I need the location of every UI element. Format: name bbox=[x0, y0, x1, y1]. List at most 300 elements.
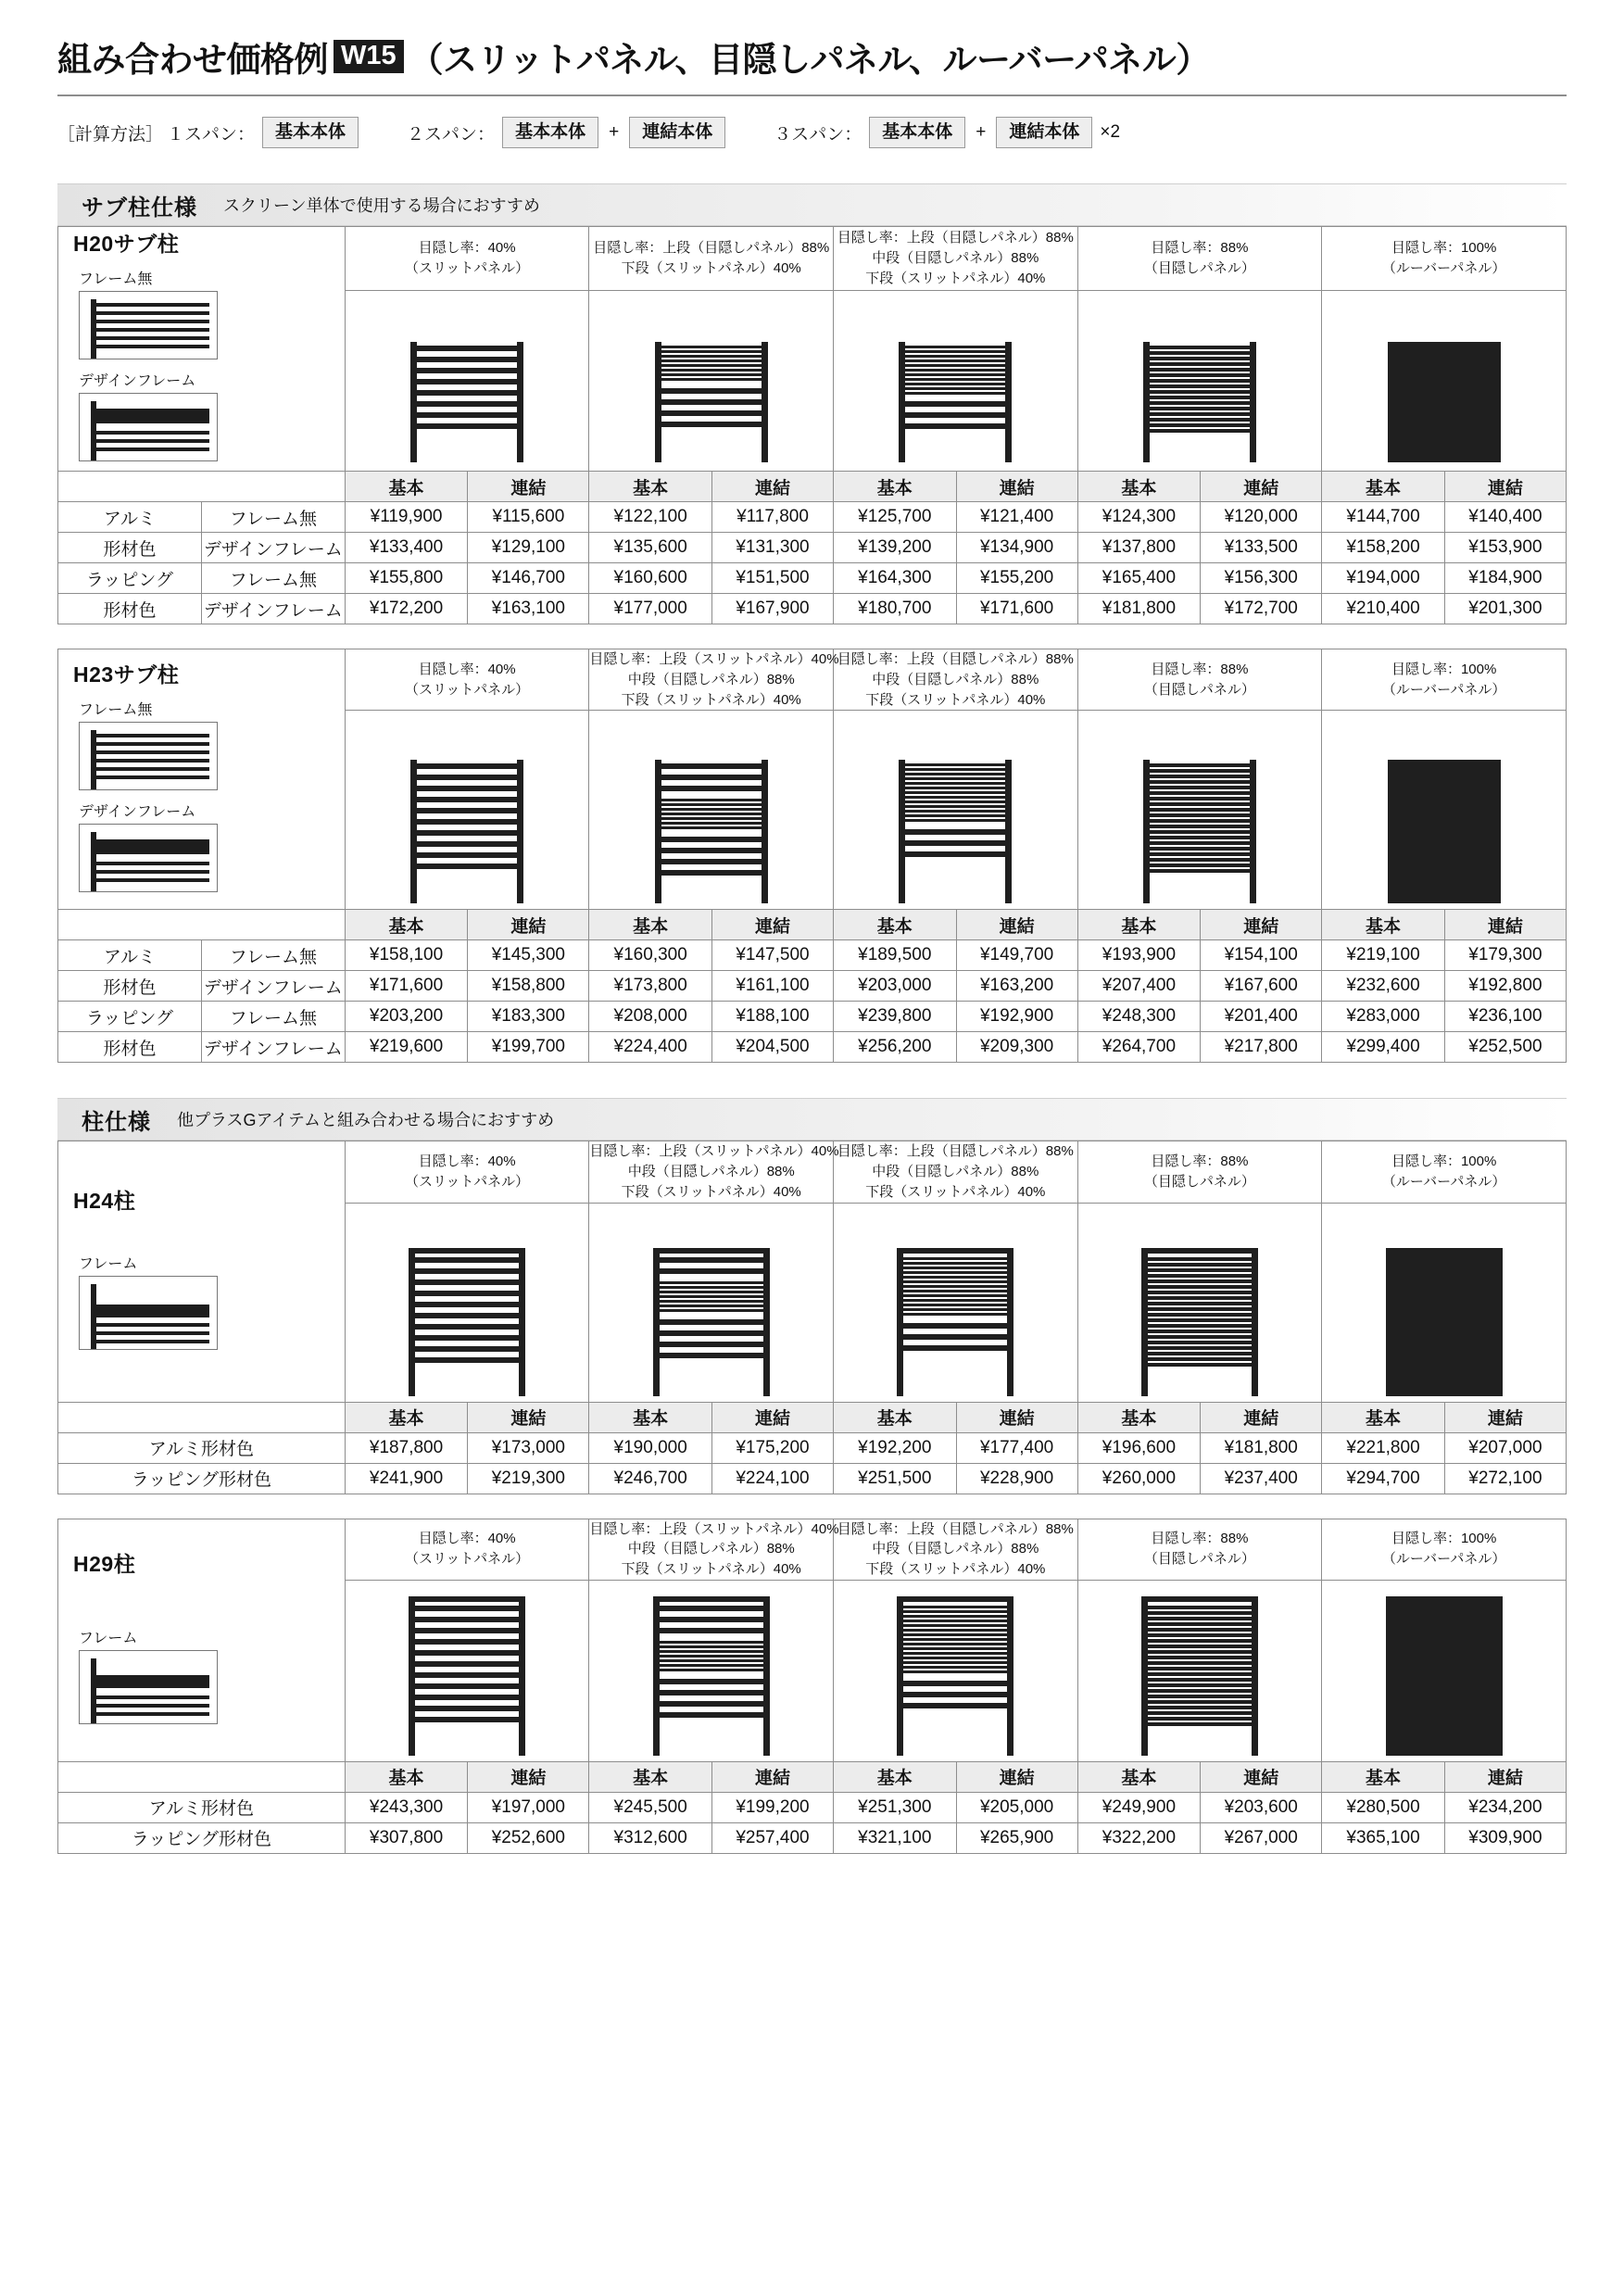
price-cell: ¥151,500 bbox=[711, 563, 833, 594]
frame-bar bbox=[94, 409, 209, 423]
price-cell: ¥149,700 bbox=[956, 940, 1077, 971]
calculation-method-row bbox=[57, 117, 1567, 148]
price-cell: ¥199,200 bbox=[711, 1792, 833, 1822]
price-cell: ¥251,300 bbox=[834, 1792, 957, 1822]
span2-label: ２スパン： bbox=[407, 124, 496, 145]
subheader-row bbox=[58, 910, 1567, 940]
table-row bbox=[58, 1463, 1567, 1494]
panel-image-1 bbox=[345, 1580, 589, 1761]
row-label-material: アルミ形材色 bbox=[58, 1432, 346, 1463]
section-subtitle: 他プラスGアイテムと組み合わせる場合におすすめ bbox=[177, 1111, 555, 1130]
subheader-cell: 基本 bbox=[345, 910, 468, 940]
table-row bbox=[58, 1432, 1567, 1463]
price-block-h23 bbox=[57, 649, 1567, 1063]
price-cell: ¥203,000 bbox=[834, 971, 957, 1002]
price-cell: ¥208,000 bbox=[589, 1002, 712, 1032]
spec-line: 目隠し率：上段（スリットパネル）40% bbox=[589, 651, 839, 667]
thumbnail-design-frame bbox=[79, 824, 218, 892]
price-cell: ¥192,800 bbox=[1444, 971, 1566, 1002]
table-row bbox=[58, 1002, 1567, 1032]
price-cell: ¥272,100 bbox=[1444, 1463, 1566, 1494]
price-cell: ¥209,300 bbox=[956, 1032, 1077, 1063]
spec-cell-2 bbox=[589, 1519, 839, 1580]
spec-line: 目隠し率：100% bbox=[1391, 661, 1497, 677]
row-label-material: アルミ bbox=[58, 940, 202, 971]
price-cell: ¥307,800 bbox=[345, 1822, 468, 1853]
model-name: H23サブ柱 bbox=[73, 662, 180, 687]
subheader-cell: 連結 bbox=[956, 472, 1077, 502]
price-cell: ¥207,400 bbox=[1077, 971, 1201, 1002]
row-label-material: ラッピング bbox=[58, 1002, 202, 1032]
price-cell: ¥264,700 bbox=[1077, 1032, 1201, 1063]
panel-image-1 bbox=[345, 711, 589, 910]
subheader-cell: 連結 bbox=[1201, 910, 1322, 940]
spec-line: 目隠し率：40% bbox=[418, 1153, 516, 1170]
row-label-material: ラッピング形材色 bbox=[58, 1463, 346, 1494]
span2-link-chip: 連結本体 bbox=[629, 117, 725, 148]
slat-group bbox=[94, 431, 209, 451]
price-cell: ¥164,300 bbox=[834, 563, 957, 594]
model-cell-h20 bbox=[58, 227, 346, 472]
spec-line: 下段（スリットパネル）40% bbox=[621, 691, 801, 708]
price-cell: ¥246,700 bbox=[589, 1463, 712, 1494]
spec-line: 目隠し率：88% bbox=[1151, 240, 1249, 256]
spec-line: 目隠し率：上段（スリットパネル）40% bbox=[589, 1520, 839, 1537]
spec-line: （目隠しパネル） bbox=[1143, 1173, 1255, 1190]
subheader-cell: 基本 bbox=[1077, 910, 1201, 940]
price-cell: ¥207,000 bbox=[1444, 1432, 1566, 1463]
price-cell: ¥144,700 bbox=[1322, 502, 1445, 533]
price-cell: ¥184,900 bbox=[1444, 563, 1566, 594]
panel-image-1 bbox=[345, 290, 589, 471]
spec-line: （目隠しパネル） bbox=[1143, 1551, 1255, 1568]
subheader-cell: 基本 bbox=[1322, 472, 1445, 502]
spec-line: 目隠し率：上段（スリットパネル）40% bbox=[589, 1143, 839, 1160]
price-cell: ¥265,900 bbox=[956, 1822, 1077, 1853]
price-cell: ¥283,000 bbox=[1322, 1002, 1445, 1032]
price-cell: ¥153,900 bbox=[1444, 533, 1566, 563]
spec-line: 下段（スリットパネル）40% bbox=[621, 1183, 801, 1200]
row-label-frame: デザインフレーム bbox=[201, 971, 345, 1002]
subheader-cell: 基本 bbox=[834, 472, 957, 502]
spec-line: 目隠し率：100% bbox=[1391, 1531, 1497, 1547]
spec-line: 下段（スリットパネル）40% bbox=[865, 270, 1046, 286]
spec-cell-3 bbox=[834, 1519, 1078, 1580]
price-cell: ¥173,800 bbox=[589, 971, 712, 1002]
spec-cell-5 bbox=[1322, 649, 1567, 711]
spec-line: 中段（目隠しパネル）88% bbox=[872, 671, 1039, 687]
price-cell: ¥228,900 bbox=[956, 1463, 1077, 1494]
subheader-cell: 基本 bbox=[345, 1761, 468, 1792]
spec-line: 下段（スリットパネル）40% bbox=[865, 1561, 1046, 1577]
spec-cell-5 bbox=[1322, 1141, 1567, 1203]
thumbnail-frame bbox=[79, 1650, 218, 1724]
thumbnail-no-frame bbox=[79, 722, 218, 790]
spec-line: （目隠しパネル） bbox=[1143, 681, 1255, 698]
panel-image-5 bbox=[1322, 1580, 1567, 1761]
table-row bbox=[58, 502, 1567, 533]
price-cell: ¥160,300 bbox=[589, 940, 712, 971]
subheader-cell: 連結 bbox=[711, 1402, 833, 1432]
price-cell: ¥365,100 bbox=[1322, 1822, 1445, 1853]
price-cell: ¥199,700 bbox=[468, 1032, 589, 1063]
price-cell: ¥309,900 bbox=[1444, 1822, 1566, 1853]
subheader-cell: 連結 bbox=[1201, 472, 1322, 502]
row-label-material: 形材色 bbox=[58, 971, 202, 1002]
row-label-material: 形材色 bbox=[58, 594, 202, 624]
price-cell: ¥204,500 bbox=[711, 1032, 833, 1063]
panel-image-2 bbox=[589, 1580, 834, 1761]
price-cell: ¥155,200 bbox=[956, 563, 1077, 594]
spec-line: 中段（目隠しパネル）88% bbox=[872, 1541, 1039, 1557]
spec-line: 目隠し率：上段（目隠しパネル）88% bbox=[837, 1143, 1074, 1160]
frame-bar bbox=[94, 1675, 209, 1688]
price-cell: ¥188,100 bbox=[711, 1002, 833, 1032]
price-cell: ¥155,800 bbox=[345, 563, 468, 594]
section-title: 柱仕様 bbox=[82, 1109, 151, 1135]
price-cell: ¥219,300 bbox=[468, 1463, 589, 1494]
panel-image-5 bbox=[1322, 1203, 1567, 1402]
panel-image-4 bbox=[1077, 1580, 1322, 1761]
price-cell: ¥121,400 bbox=[956, 502, 1077, 533]
slat-group bbox=[94, 1323, 209, 1340]
subheader-cell: 連結 bbox=[1444, 472, 1566, 502]
row-label-material: アルミ bbox=[58, 502, 202, 533]
spec-cell-1 bbox=[345, 227, 589, 291]
spec-line: （スリットパネル） bbox=[405, 1173, 530, 1190]
price-cell: ¥147,500 bbox=[711, 940, 833, 971]
price-cell: ¥154,100 bbox=[1201, 940, 1322, 971]
span3-multiplier: ×2 bbox=[1100, 122, 1121, 142]
price-cell: ¥251,500 bbox=[834, 1463, 957, 1494]
subheader-cell: 連結 bbox=[711, 910, 833, 940]
page-title-suffix: （スリットパネル、目隠しパネル、ルーバーパネル） bbox=[409, 41, 1210, 79]
price-cell: ¥219,100 bbox=[1322, 940, 1445, 971]
price-cell: ¥194,000 bbox=[1322, 563, 1445, 594]
panel-image-4 bbox=[1077, 1203, 1322, 1402]
spec-line: 中段（目隠しパネル）88% bbox=[627, 1541, 795, 1557]
subheader-cell: 基本 bbox=[1322, 1402, 1445, 1432]
price-cell: ¥205,000 bbox=[956, 1792, 1077, 1822]
price-cell: ¥224,100 bbox=[711, 1463, 833, 1494]
panel-image-2 bbox=[589, 290, 834, 471]
price-cell: ¥133,500 bbox=[1201, 533, 1322, 563]
price-cell: ¥243,300 bbox=[345, 1792, 468, 1822]
model-name: H20サブ柱 bbox=[73, 232, 180, 256]
spec-line: 目隠し率：40% bbox=[418, 1531, 516, 1547]
subheader-cell: 基本 bbox=[589, 1402, 712, 1432]
spec-line: （ルーバーパネル） bbox=[1381, 259, 1506, 276]
thumb-label-0: フレーム無 bbox=[79, 271, 153, 287]
row-label-material: アルミ形材色 bbox=[58, 1792, 346, 1822]
subheader-cell: 基本 bbox=[1322, 910, 1445, 940]
price-cell: ¥217,800 bbox=[1201, 1032, 1322, 1063]
table-row bbox=[58, 971, 1567, 1002]
model-name: H29柱 bbox=[73, 1551, 136, 1576]
model-cell-h23 bbox=[58, 649, 346, 910]
spec-line: （スリットパネル） bbox=[405, 259, 530, 276]
subheader-cell: 基本 bbox=[345, 472, 468, 502]
spec-line: 目隠し率：上段（目隠しパネル）88% bbox=[837, 1520, 1074, 1537]
width-badge: W15 bbox=[334, 40, 404, 73]
panel-image-5 bbox=[1322, 290, 1567, 471]
price-cell: ¥181,800 bbox=[1077, 594, 1201, 624]
table-row bbox=[58, 940, 1567, 971]
spec-line: 目隠し率：88% bbox=[1151, 661, 1249, 677]
table-row bbox=[58, 1822, 1567, 1853]
price-cell: ¥163,100 bbox=[468, 594, 589, 624]
table-row bbox=[58, 533, 1567, 563]
price-cell: ¥172,700 bbox=[1201, 594, 1322, 624]
subheader-cell: 基本 bbox=[834, 1761, 957, 1792]
row-label-frame: フレーム無 bbox=[201, 502, 345, 533]
spec-line: 目隠し率：上段（目隠しパネル）88% bbox=[837, 651, 1074, 667]
spec-cell-4 bbox=[1077, 227, 1322, 291]
subheader-cell: 連結 bbox=[956, 910, 1077, 940]
slat-group bbox=[94, 303, 209, 349]
spec-line: 下段（スリットパネル）40% bbox=[865, 691, 1046, 708]
panel-image-3 bbox=[834, 711, 1078, 910]
price-cell: ¥122,100 bbox=[589, 502, 712, 533]
price-cell: ¥203,200 bbox=[345, 1002, 468, 1032]
price-block-h29 bbox=[57, 1519, 1567, 1854]
subheader-cell: 連結 bbox=[1201, 1402, 1322, 1432]
subheader-cell: 基本 bbox=[834, 1402, 957, 1432]
price-cell: ¥181,800 bbox=[1201, 1432, 1322, 1463]
subheader-cell: 基本 bbox=[345, 1402, 468, 1432]
spec-cell-1 bbox=[345, 1519, 589, 1580]
price-cell: ¥156,300 bbox=[1201, 563, 1322, 594]
price-cell: ¥193,900 bbox=[1077, 940, 1201, 971]
price-block-h20 bbox=[57, 226, 1567, 624]
slat-group bbox=[94, 734, 209, 780]
price-cell: ¥257,400 bbox=[711, 1822, 833, 1853]
price-cell: ¥294,700 bbox=[1322, 1463, 1445, 1494]
subheader-cell: 基本 bbox=[589, 910, 712, 940]
row-label-material: 形材色 bbox=[58, 1032, 202, 1063]
price-cell: ¥197,000 bbox=[468, 1792, 589, 1822]
slat-group bbox=[94, 1695, 209, 1714]
panel-image-3 bbox=[834, 1580, 1078, 1761]
price-cell: ¥171,600 bbox=[345, 971, 468, 1002]
price-cell: ¥140,400 bbox=[1444, 502, 1566, 533]
price-cell: ¥256,200 bbox=[834, 1032, 957, 1063]
price-cell: ¥129,100 bbox=[468, 533, 589, 563]
price-cell: ¥158,200 bbox=[1322, 533, 1445, 563]
subheader-row bbox=[58, 1402, 1567, 1432]
table-row bbox=[58, 563, 1567, 594]
spec-line: 目隠し率：40% bbox=[418, 661, 516, 677]
price-cell: ¥135,600 bbox=[589, 533, 712, 563]
spec-cell-4 bbox=[1077, 1519, 1322, 1580]
spec-line: 下段（スリットパネル）40% bbox=[621, 259, 801, 276]
span3-plus: + bbox=[976, 122, 987, 142]
spec-line: 目隠し率：40% bbox=[418, 240, 516, 256]
page-title bbox=[57, 32, 1567, 82]
price-cell: ¥134,900 bbox=[956, 533, 1077, 563]
price-cell: ¥187,800 bbox=[345, 1432, 468, 1463]
price-cell: ¥145,300 bbox=[468, 940, 589, 971]
thumbnail-frame bbox=[79, 1276, 218, 1350]
subheader-cell: 連結 bbox=[956, 1761, 1077, 1792]
spec-line: 目隠し率：100% bbox=[1391, 1153, 1497, 1170]
subheader-cell: 連結 bbox=[468, 1402, 589, 1432]
row-label-frame: フレーム無 bbox=[201, 563, 345, 594]
price-cell: ¥280,500 bbox=[1322, 1792, 1445, 1822]
span2-plus: + bbox=[609, 122, 620, 142]
panel-image-3 bbox=[834, 1203, 1078, 1402]
price-cell: ¥163,200 bbox=[956, 971, 1077, 1002]
row-label-frame: デザインフレーム bbox=[201, 533, 345, 563]
spec-cell-2 bbox=[589, 1141, 839, 1203]
subheader-cell: 基本 bbox=[834, 910, 957, 940]
price-cell: ¥190,000 bbox=[589, 1432, 712, 1463]
price-cell: ¥160,600 bbox=[589, 563, 712, 594]
panel-image-4 bbox=[1077, 711, 1322, 910]
subheader-cell: 基本 bbox=[1077, 472, 1201, 502]
subheader-cell: 基本 bbox=[589, 1761, 712, 1792]
subheader-cell: 連結 bbox=[468, 472, 589, 502]
price-cell: ¥299,400 bbox=[1322, 1032, 1445, 1063]
price-cell: ¥124,300 bbox=[1077, 502, 1201, 533]
panel-image-5 bbox=[1322, 711, 1567, 910]
price-cell: ¥115,600 bbox=[468, 502, 589, 533]
thumbnail-no-frame bbox=[79, 291, 218, 359]
price-cell: ¥177,400 bbox=[956, 1432, 1077, 1463]
subheader-cell: 連結 bbox=[1201, 1761, 1322, 1792]
section-banner-sub-post bbox=[57, 183, 1567, 226]
spec-line: 目隠し率：上段（目隠しパネル）88% bbox=[837, 230, 1074, 246]
section-title: サブ柱仕様 bbox=[82, 195, 197, 221]
price-cell: ¥161,100 bbox=[711, 971, 833, 1002]
price-cell: ¥241,900 bbox=[345, 1463, 468, 1494]
price-cell: ¥267,000 bbox=[1201, 1822, 1322, 1853]
price-cell: ¥219,600 bbox=[345, 1032, 468, 1063]
price-cell: ¥252,600 bbox=[468, 1822, 589, 1853]
span1-label: １スパン： bbox=[167, 124, 256, 145]
price-cell: ¥117,800 bbox=[711, 502, 833, 533]
frame-bar bbox=[94, 839, 209, 854]
price-cell: ¥172,200 bbox=[345, 594, 468, 624]
spec-line: 目隠し率：88% bbox=[1151, 1531, 1249, 1547]
price-cell: ¥321,100 bbox=[834, 1822, 957, 1853]
price-cell: ¥189,500 bbox=[834, 940, 957, 971]
spec-line: 中段（目隠しパネル）88% bbox=[627, 1164, 795, 1179]
spec-line: （目隠しパネル） bbox=[1143, 259, 1255, 276]
price-cell: ¥245,500 bbox=[589, 1792, 712, 1822]
subheader-cell: 連結 bbox=[1444, 1402, 1566, 1432]
price-cell: ¥165,400 bbox=[1077, 563, 1201, 594]
row-label-frame: フレーム無 bbox=[201, 1002, 345, 1032]
price-cell: ¥234,200 bbox=[1444, 1792, 1566, 1822]
price-cell: ¥203,600 bbox=[1201, 1792, 1322, 1822]
price-cell: ¥180,700 bbox=[834, 594, 957, 624]
spec-cell-3 bbox=[834, 227, 1078, 291]
thumb-label-0: フレーム bbox=[79, 1255, 138, 1272]
price-cell: ¥125,700 bbox=[834, 502, 957, 533]
price-cell: ¥221,800 bbox=[1322, 1432, 1445, 1463]
span3-link-chip: 連結本体 bbox=[996, 117, 1092, 148]
subheader-row bbox=[58, 472, 1567, 502]
row-label-frame: デザインフレーム bbox=[201, 1032, 345, 1063]
price-cell: ¥201,300 bbox=[1444, 594, 1566, 624]
price-cell: ¥120,000 bbox=[1201, 502, 1322, 533]
thumbnail-design-frame bbox=[79, 393, 218, 461]
spec-cell-4 bbox=[1077, 1141, 1322, 1203]
spec-line: （ルーバーパネル） bbox=[1381, 681, 1506, 698]
spec-line: 中段（目隠しパネル）88% bbox=[872, 249, 1039, 266]
section-banner-post bbox=[57, 1098, 1567, 1141]
subheader-cell: 連結 bbox=[956, 1402, 1077, 1432]
row-label-material: ラッピング bbox=[58, 563, 202, 594]
price-cell: ¥249,900 bbox=[1077, 1792, 1201, 1822]
price-cell: ¥173,000 bbox=[468, 1432, 589, 1463]
table-row bbox=[58, 594, 1567, 624]
price-cell: ¥139,200 bbox=[834, 533, 957, 563]
price-cell: ¥175,200 bbox=[711, 1432, 833, 1463]
row-label-material: ラッピング形材色 bbox=[58, 1822, 346, 1853]
price-cell: ¥133,400 bbox=[345, 533, 468, 563]
price-cell: ¥237,400 bbox=[1201, 1463, 1322, 1494]
price-cell: ¥322,200 bbox=[1077, 1822, 1201, 1853]
title-divider bbox=[57, 95, 1567, 96]
calc-method-label: ［計算方法］ bbox=[57, 124, 164, 145]
spec-line: 下段（スリットパネル）40% bbox=[865, 1183, 1046, 1200]
table-row bbox=[58, 1032, 1567, 1063]
spec-cell-1 bbox=[345, 1141, 589, 1203]
price-cell: ¥192,900 bbox=[956, 1002, 1077, 1032]
price-cell: ¥158,100 bbox=[345, 940, 468, 971]
price-cell: ¥224,400 bbox=[589, 1032, 712, 1063]
spec-cell-3 bbox=[834, 1141, 1078, 1203]
price-cell: ¥312,600 bbox=[589, 1822, 712, 1853]
thumb-label-0: フレーム無 bbox=[79, 701, 153, 718]
spec-line: （スリットパネル） bbox=[405, 1551, 530, 1568]
subheader-cell: 基本 bbox=[1077, 1402, 1201, 1432]
page-title-prefix: 組み合わせ価格例 bbox=[57, 41, 328, 79]
thumb-label-0: フレーム bbox=[79, 1630, 138, 1646]
price-cell: ¥192,200 bbox=[834, 1432, 957, 1463]
thumb-label-1: デザインフレーム bbox=[79, 803, 196, 820]
price-cell: ¥167,600 bbox=[1201, 971, 1322, 1002]
spec-cell-5 bbox=[1322, 1519, 1567, 1580]
span3-label: ３スパン： bbox=[774, 124, 862, 145]
subheader-cell: 連結 bbox=[1444, 910, 1566, 940]
price-cell: ¥196,600 bbox=[1077, 1432, 1201, 1463]
price-cell: ¥167,900 bbox=[711, 594, 833, 624]
spec-line: 目隠し率：100% bbox=[1391, 240, 1497, 256]
subheader-cell: 連結 bbox=[711, 1761, 833, 1792]
price-cell: ¥260,000 bbox=[1077, 1463, 1201, 1494]
subheader-cell: 基本 bbox=[1077, 1761, 1201, 1792]
price-cell: ¥248,300 bbox=[1077, 1002, 1201, 1032]
model-name: H24柱 bbox=[73, 1188, 136, 1213]
subheader-cell: 連結 bbox=[468, 910, 589, 940]
price-cell: ¥171,600 bbox=[956, 594, 1077, 624]
subheader-cell: 連結 bbox=[1444, 1761, 1566, 1792]
spec-line: （ルーバーパネル） bbox=[1381, 1551, 1506, 1568]
model-cell-h24 bbox=[58, 1141, 346, 1402]
row-label-frame: デザインフレーム bbox=[201, 594, 345, 624]
panel-image-4 bbox=[1077, 290, 1322, 471]
spec-line: （ルーバーパネル） bbox=[1381, 1173, 1506, 1190]
span3-base-chip: 基本本体 bbox=[869, 117, 965, 148]
price-cell: ¥236,100 bbox=[1444, 1002, 1566, 1032]
price-cell: ¥232,600 bbox=[1322, 971, 1445, 1002]
panel-image-2 bbox=[589, 711, 834, 910]
subheader-row bbox=[58, 1761, 1567, 1792]
spec-cell-2 bbox=[589, 649, 839, 711]
